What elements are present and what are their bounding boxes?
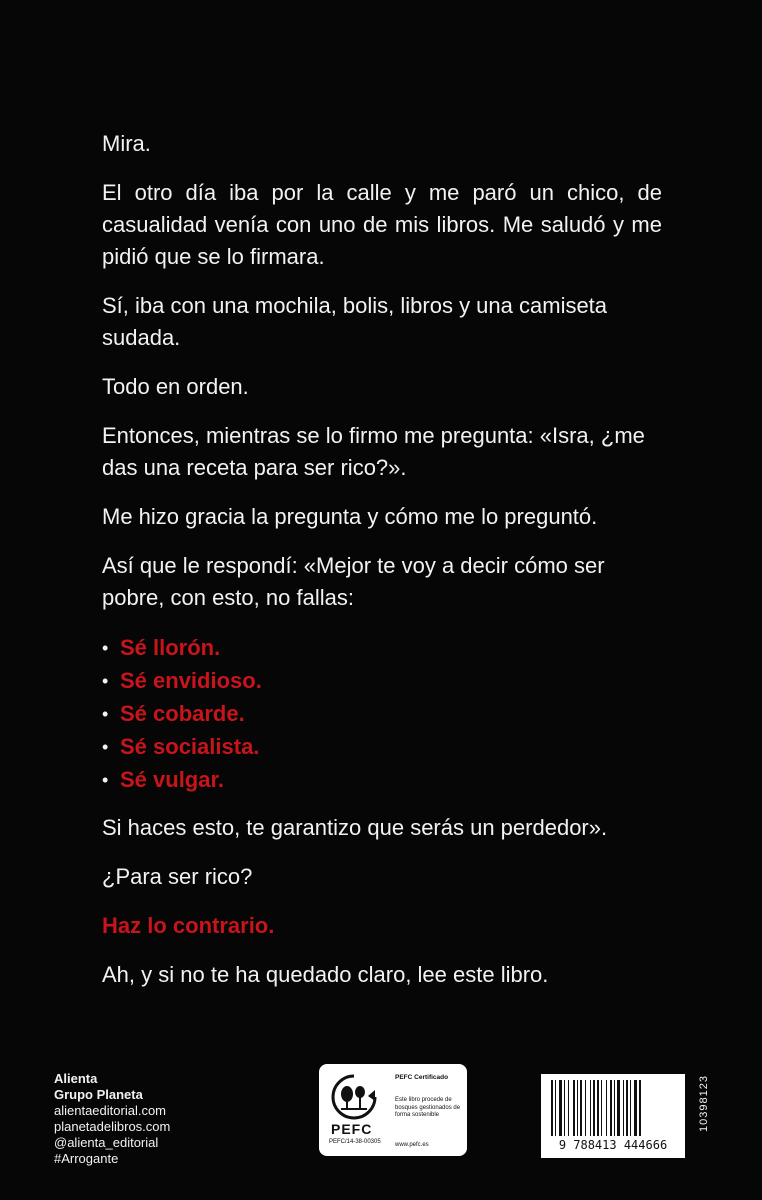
pefc-code: PEFC/14-38-00305 — [329, 1139, 381, 1145]
list-item: • Sé socialista. — [102, 730, 662, 763]
pefc-certified: PEFC Certificado — [395, 1074, 449, 1081]
list-item: • Sé cobarde. — [102, 697, 662, 730]
back-cover-blurb — [102, 128, 662, 1008]
isbn-barcode — [541, 1074, 685, 1158]
imprint-name: Alienta — [54, 1071, 98, 1086]
barcode-bars — [549, 1080, 677, 1138]
bullet-icon: • — [102, 736, 109, 757]
list-item: • Sé vulgar. — [102, 763, 662, 796]
pefc-certification — [319, 1064, 467, 1156]
pefc-trees-icon — [331, 1074, 377, 1125]
bullet-icon: • — [102, 670, 109, 691]
poverty-list — [102, 631, 662, 796]
paragraph-opposite: Haz lo contrario. — [102, 913, 275, 938]
website-alienta: alientaeditorial.com — [54, 1103, 167, 1118]
pefc-brand: PEFC — [331, 1121, 373, 1137]
list-item: • Sé llorón. — [102, 631, 662, 664]
bullet-icon: • — [102, 703, 109, 724]
paragraph-rich-question: ¿Para ser rico? — [102, 864, 253, 889]
pefc-website: www.pefc.es — [395, 1142, 429, 1148]
list-item: • Sé envidioso. — [102, 664, 662, 697]
isbn-number: 9 788413 444666 — [558, 1138, 668, 1152]
paragraph-question: Entonces, mientras se lo firmo me pregunta: «Isra, ¿me das una receta para ser rico?». — [102, 423, 645, 480]
paragraph-story: El otro día iba por la calle y me paró un chico, de casualidad venía con uno de mis libros. Me saludó y me pidió que se lo firmara. — [102, 180, 662, 269]
internal-code: 10398123 — [698, 1075, 710, 1132]
paragraph-reaction: Me hizo gracia la pregunta y cómo me lo preguntó. — [102, 504, 598, 529]
publisher-credits — [54, 1071, 170, 1167]
paragraph-read-book: Ah, y si no te ha quedado claro, lee este libro. — [102, 962, 549, 987]
bullet-icon: • — [102, 769, 109, 790]
paragraph-order: Todo en orden. — [102, 374, 249, 399]
paragraph-answer: Así que le respondí: «Mejor te voy a decir cómo ser pobre, con esto, no fallas: — [102, 553, 605, 610]
social-handle: @alienta_editorial — [54, 1135, 159, 1150]
website-planeta: planetadelibros.com — [54, 1119, 171, 1134]
group-name: Grupo Planeta — [54, 1087, 143, 1102]
paragraph-loser: Si haces esto, te garantizo que serás un perdedor». — [102, 815, 608, 840]
hashtag: #Arrogante — [54, 1151, 119, 1166]
pefc-statement: Este libro procede de bosques gestionados de forma sostenible — [395, 1097, 461, 1118]
paragraph-backpack: Sí, iba con una mochila, bolis, libros y una camiseta sudada. — [102, 293, 608, 350]
paragraph-mira: Mira. — [102, 131, 151, 156]
bullet-icon: • — [102, 637, 109, 658]
